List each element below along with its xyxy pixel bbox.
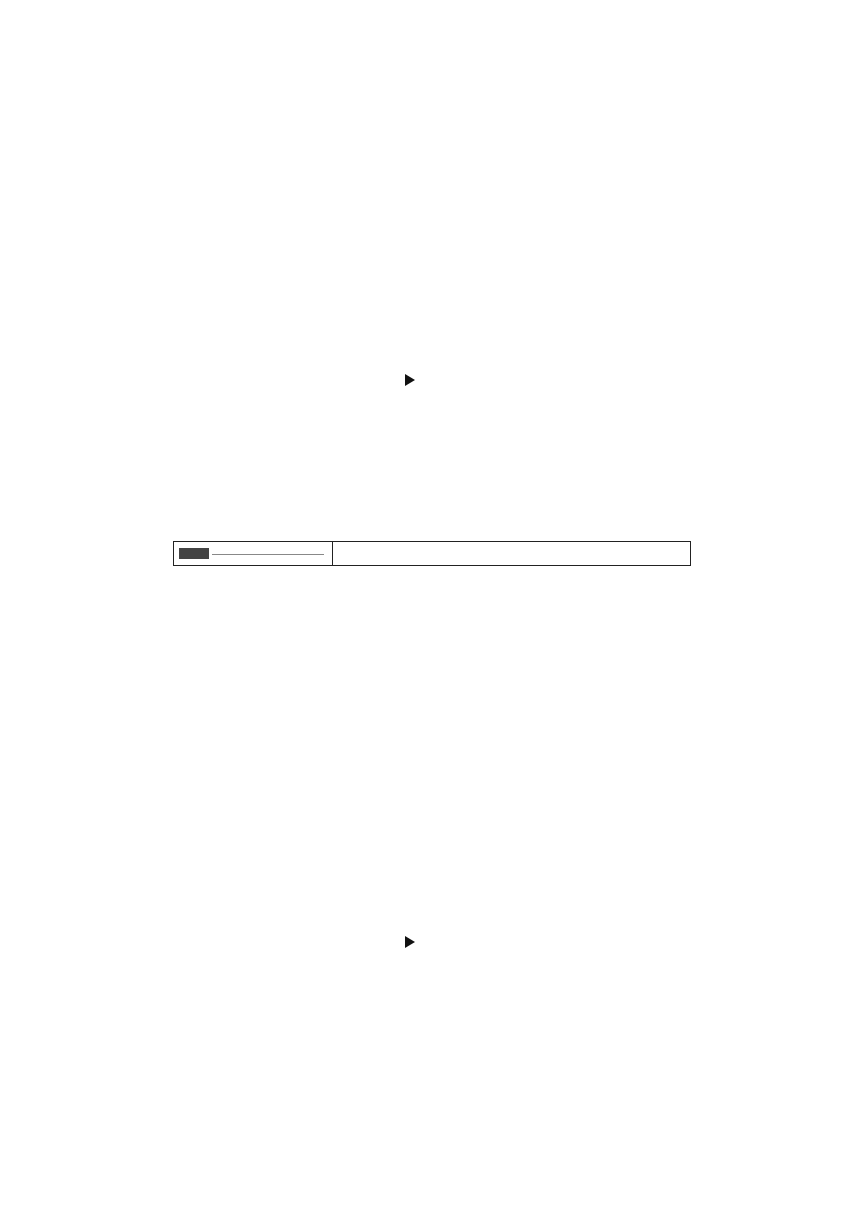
q1-answer [150,513,158,533]
triangle-icon [405,374,415,386]
section-header [173,541,691,566]
section-tag [179,548,209,559]
section-rule [212,554,324,555]
section-header-left [174,542,333,565]
triangle-icon [405,936,415,948]
section-title [333,542,690,565]
exercise-badge-2 [405,934,429,950]
exercise-badge-1 [405,372,429,388]
